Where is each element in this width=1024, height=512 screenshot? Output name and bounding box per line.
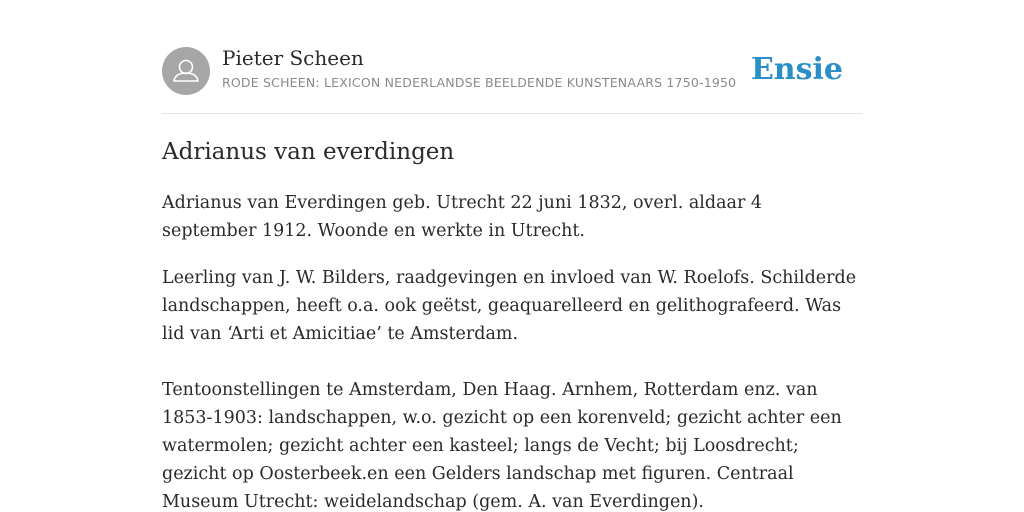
- article-header: [162, 0, 862, 114]
- article-paragraph: Tentoonstellingen te Amsterdam, Den Haag. Arnhem, Rotterdam enz. van 1853-1903: landschappen, w.o. gezicht op een korenveld; gezicht achter een watermolen; gezicht achter een kasteel; langs de Vecht; bij Loosdrecht; gezicht op Oosterbeek.en een Gelders landschap met figuren. Centraal Museum Utrecht: weidelandschap (gem. A. van Everdingen).: [162, 380, 842, 512]
- source-title[interactable]: RODE SCHEEN: LEXICON NEDERLANDSE BEELDENDE KUNSTENAARS 1750-1950: [222, 75, 737, 90]
- article-title: Adrianus van everdingen: [162, 139, 455, 165]
- user-icon: [162, 47, 210, 95]
- author-name[interactable]: Pieter Scheen: [222, 46, 364, 70]
- avatar[interactable]: [162, 47, 210, 95]
- article-paragraph: Leerling van J. W. Bilders, raadgevingen en invloed van W. Roelofs. Schilderde landschappen, heeft o.a. ook geëtst, geaquarelleerd en gelithografeerd. Was lid van ‘Arti et Amicitiae’ te Amsterdam.: [162, 268, 857, 344]
- article-paragraph: Adrianus van Everdingen geb. Utrecht 22 juni 1832, overl. aldaar 4 september 1912. Woonde en werkte in Utrecht.: [162, 193, 763, 241]
- content-container: [162, 0, 862, 512]
- brand-logo[interactable]: Ensie: [750, 52, 843, 87]
